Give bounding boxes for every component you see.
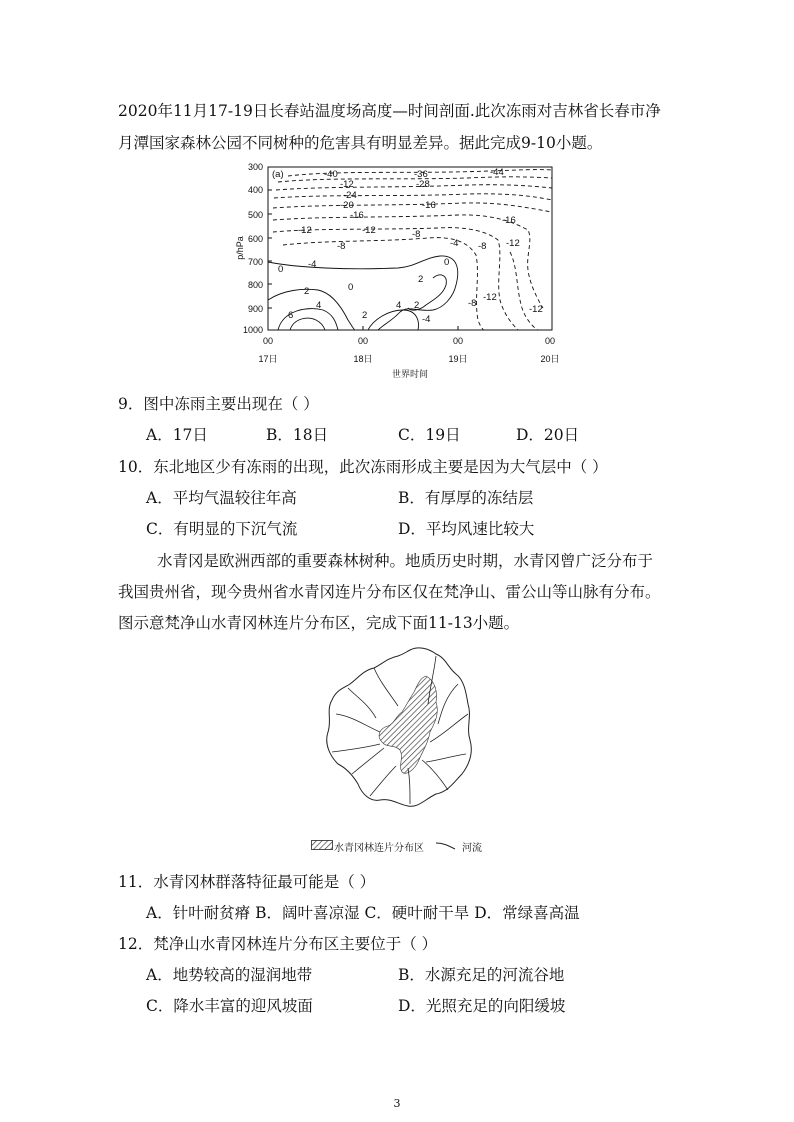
isotherm-line [368,310,418,330]
page-number: 3 [393,1097,401,1110]
intro2-line1: 水青冈是欧洲西部的重要森林树种。地质历史时期，水青冈曾广泛分布于 [157,552,654,570]
legend-area-label: 水青冈林连片分布区 [334,843,424,854]
x-tick-top: 00 [544,336,556,346]
isotherm-line [268,289,355,330]
isotherm-line [273,203,552,212]
contour-label: 2 [418,274,424,285]
contour-label: -4 [308,259,317,270]
y-tick: 700 [247,257,263,267]
q9-option-d: D．20日 [516,426,580,444]
y-axis-label: p/hPa [235,236,245,260]
isotherm-line [510,252,538,330]
contour-label: 4 [316,300,322,311]
contour-label: 0 [348,282,354,293]
intro1-line2: 月潭国家森林公园不同树种的危害具有明显差异。据此完成9-10小题。 [118,134,603,152]
x-tick-top: 00 [262,336,274,346]
q9-stem: 9．图中冻雨主要出现在（ ） [118,395,319,413]
contour-label: -8 [468,298,477,309]
q9-option-b: B．18日 [266,426,329,444]
contour-label: -12 [529,304,543,315]
isotherm-line [283,238,487,330]
contour-label: -8 [412,229,421,240]
contour-label: -8 [478,241,487,252]
q10-option-d: D．平均风速比较大 [398,520,535,538]
contour-chart [228,160,568,382]
q10-option-c: C．有明显的下沉气流 [146,520,298,538]
x-tick-bottom: 18日 [353,354,373,364]
x-axis-label: 世界时间 [391,369,429,379]
contour-label: -12 [362,225,376,236]
x-tick-bottom: 19日 [448,354,468,364]
q10-stem: 10．东北地区少有冻雨的出现，此次冻雨形成主要是因为大气层中（ ） [118,458,608,476]
intro1-line1: 2020年11月17-19日长春站温度场高度—时间剖面.此次冻雨对吉林省长春市净 [118,102,661,120]
contour-label: -16 [350,210,364,221]
q12-option-c: C．降水丰富的迎风坡面 [146,997,313,1015]
q12-stem: 12．梵净山水青冈林连片分布区主要位于（ ） [118,935,438,953]
panel-label: (a) [272,169,284,180]
y-tick: 1000 [242,325,263,335]
contour-label: 6 [288,310,294,321]
q11-options: A．针叶耐贫瘠 B．阔叶喜凉湿 C．硬叶耐干旱 D．常绿喜高温 [146,904,580,922]
contour-label: -36 [414,169,428,180]
intro2-line3: 图示意梵净山水青冈林连片分布区，完成下面11-13小题。 [118,614,520,632]
contour-label: -8 [337,241,346,252]
fanjingshan-map [318,644,488,814]
contour-label: 0 [278,264,284,275]
y-axis [235,162,272,335]
q11-stem: 11．水青冈林群落特征最可能是（ ） [118,873,376,891]
contour-label: -44 [490,167,504,178]
contour-label: -12 [298,225,312,236]
isotherm-line [274,194,552,200]
isotherm-line [290,318,325,330]
q10-option-a: A．平均气温较往年高 [146,489,297,507]
contour-label: -20 [340,200,354,211]
x-tick-bottom: 17日 [258,354,278,364]
contour-label: 4 [396,300,402,311]
contour-label: -12 [483,292,497,303]
y-tick: 500 [247,210,263,220]
q12-option-a: A．地势较高的湿润地带 [146,966,313,984]
contour-label: -40 [324,169,338,180]
q10-option-b: B．有厚厚的冻结层 [398,489,534,507]
x-tick-bottom: 20日 [540,354,560,364]
legend-river-label: 河流 [462,843,482,854]
contour-label: 2 [304,286,310,297]
x-tick-top: 00 [357,336,369,346]
x-tick-top: 00 [452,336,464,346]
contour-label: -12 [506,238,520,249]
contour-labels [278,167,543,325]
contour-label: -28 [416,179,430,190]
intro2-line2: 我国贵州省，现今贵州省水青冈连片分布区仅在梵净山、雷公山等山脉有分布。 [118,583,661,601]
contour-label: 2 [414,300,420,311]
q12-option-b: B．水源充足的河流谷地 [398,966,565,984]
y-tick: 300 [247,162,263,172]
contour-label: -24 [343,190,357,201]
contour-label: -16 [422,200,436,211]
contour-label: -4 [422,314,431,325]
contour-label: -16 [502,215,516,226]
q9-option-a: A．17日 [146,426,208,444]
y-tick: 400 [247,185,263,195]
contour-label: -4 [450,238,459,249]
contour-label: 0 [444,257,450,268]
q9-option-c: C．19日 [398,426,461,444]
y-tick: 800 [247,280,263,290]
q12-option-d: D．光照充足的向阳缓坡 [398,997,566,1015]
x-axis [258,326,559,379]
y-tick: 600 [247,234,263,244]
legend-river-icon [435,840,457,850]
contour-label: 2 [362,310,368,321]
isotherm-line [278,309,338,330]
contour-lines [268,170,552,330]
legend-hatch-swatch [311,840,333,850]
contour-label: -12 [340,179,354,190]
y-tick: 900 [247,304,263,314]
isotherm-line [276,185,552,190]
